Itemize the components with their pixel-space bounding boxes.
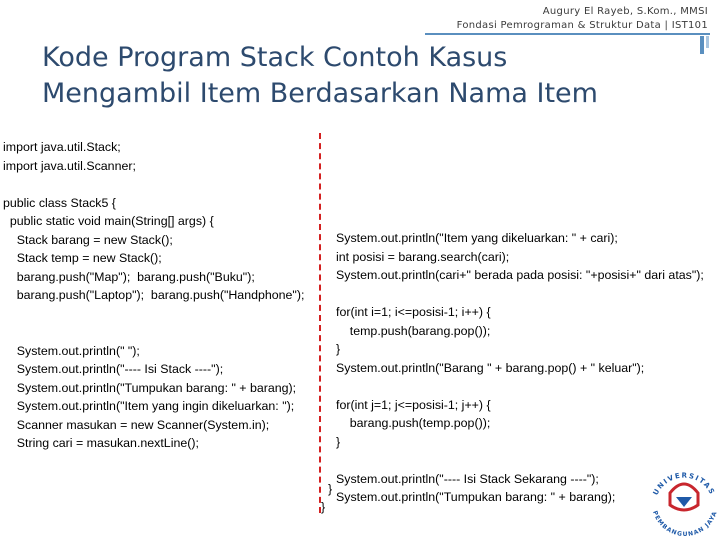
code-left-line: Scanner masukan = new Scanner(System.in); xyxy=(3,417,270,432)
code-left-line: barang.push("Laptop"); barang.push("Handphone"); xyxy=(3,288,305,302)
code-right-line xyxy=(336,377,704,396)
code-right-line: System.out.println("Barang " + barang.pop() + " keluar"); xyxy=(336,360,645,375)
code-block-left xyxy=(3,138,304,453)
closing-brace-2: } xyxy=(321,500,326,514)
code-right-line: System.out.println("Item yang dikeluarkan: " + cari); xyxy=(336,231,618,245)
code-left-line xyxy=(3,323,304,342)
code-left-line: barang.push("Map"); barang.push("Buku"); xyxy=(3,269,255,284)
logo-top-text: UNIVERSITAS xyxy=(651,471,717,497)
code-right-line: System.out.println("---- Isi Stack Sekarang ----"); xyxy=(336,471,599,486)
logo-bottom-text: PEMBANGUNAN JAYA xyxy=(651,509,719,539)
code-left-line: Stack temp = new Stack(); xyxy=(3,251,162,265)
header-rule xyxy=(425,33,710,35)
code-right-line: for(int j=1; j<=posisi-1; j++) { xyxy=(336,397,491,412)
code-left-line: System.out.println("Item yang ingin dikeluarkan: "); xyxy=(3,399,295,413)
university-logo xyxy=(648,453,720,540)
closing-brace-1: } xyxy=(328,482,333,496)
slide-title-line2: Mengambil Item Berdasarkan Nama Item xyxy=(42,78,598,109)
code-right-line xyxy=(336,285,704,304)
code-right-line: temp.push(barang.pop()); xyxy=(336,323,491,338)
column-divider xyxy=(319,133,321,513)
code-left-line: import java.util.Scanner; xyxy=(3,158,136,173)
code-left-line: String cari = masukan.nextLine(); xyxy=(3,436,199,450)
code-left-line: import java.util.Stack; xyxy=(3,140,121,154)
header-course: Fondasi Pemrograman & Struktur Data | IST101 xyxy=(456,20,708,31)
code-right-line: barang.push(temp.pop()); xyxy=(336,416,491,430)
code-right-line: int posisi = barang.search(cari); xyxy=(336,249,510,264)
header-author: Augury El Rayeb, S.Kom., MMSI xyxy=(542,6,708,17)
header-accent-bar xyxy=(700,36,704,54)
code-left-line xyxy=(3,305,304,324)
slide-title xyxy=(42,40,598,112)
code-left-line: public static void main(String[] args) { xyxy=(3,214,214,228)
code-left-line: public class Stack5 { xyxy=(3,195,116,210)
code-left-line: System.out.println(" "); xyxy=(3,343,140,358)
code-right-line: System.out.println("Tumpukan barang: " + barang); xyxy=(336,490,616,504)
logo-emblem-inner xyxy=(676,497,692,507)
code-right-line: } xyxy=(336,434,341,449)
code-right-line: } xyxy=(336,342,341,356)
header-accent-bar-light xyxy=(706,36,709,48)
code-left-line: Stack barang = new Stack(); xyxy=(3,232,173,247)
code-right-line: System.out.println(cari+" berada pada posisi: "+posisi+" dari atas"); xyxy=(336,268,704,282)
code-left-line: System.out.println("---- Isi Stack ----"); xyxy=(3,362,224,376)
slide-title-line1: Kode Program Stack Contoh Kasus xyxy=(42,42,508,73)
code-right-line: for(int i=1; i<=posisi-1; i++) { xyxy=(336,305,491,319)
code-left-line xyxy=(3,175,304,194)
code-left-line: System.out.println("Tumpukan barang: " + barang); xyxy=(3,380,297,395)
